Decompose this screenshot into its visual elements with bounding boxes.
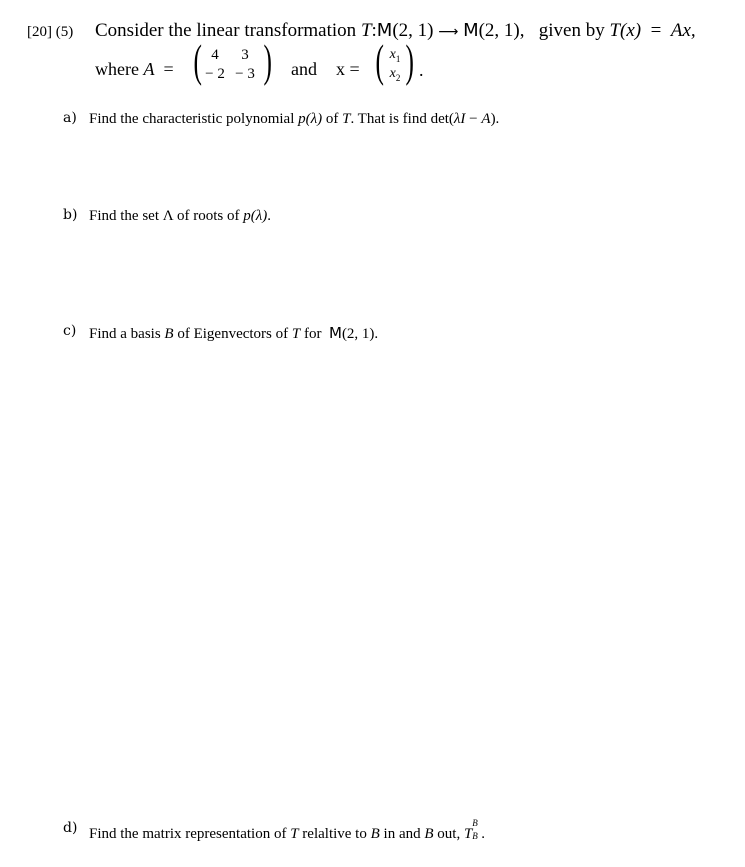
arrow-icon: ⟶ [438,24,459,40]
codomain-space-symbol: M [463,20,479,41]
basis-sup-sub: B B [472,818,478,841]
part-a-question: Find the characteristic polynomial p(λ) of T. That is find det(λI − A). [89,111,500,127]
space-symbol: M [328,324,342,342]
ax-expression: Ax, [670,20,696,41]
vector-period: . [419,60,424,80]
vector-x-label: x = [336,59,360,79]
part-b-label: b) [63,207,78,223]
t-of-x: T(x) [609,20,642,41]
right-paren-icon: ) [263,35,272,86]
matrix-a-entry-2-1: − 2 [205,66,225,82]
given-by-label: given by [538,20,610,41]
matrix-a-entry-1-1: 4 [211,47,219,63]
equals-sign: = [650,20,662,41]
domain-space-symbol: M [376,20,393,41]
part-b-question: Find the set Λ of roots of p(λ). [89,208,271,224]
part-c-question: Find a basis B of Eigenvectors of T for M(2, 1). [89,324,379,342]
domain-space-dims: (2, 1) [392,20,434,41]
char-poly: p(λ) [298,111,323,127]
where-label: where [95,59,144,79]
right-paren-icon: ) [405,35,414,86]
matrix-a [190,35,286,90]
part-d-label: d) [63,820,78,836]
part-a-label: a) [63,110,77,126]
problem-statement: Consider the linear transformation T:M(2, 1) ⟶ M(2, 1), given by T(x) = Ax, [95,20,696,41]
left-paren-icon: ( [193,35,202,86]
vector-x [372,35,422,90]
part-d-question: Find the matrix representation of T relaltive to B in and B out, T B B . [89,818,486,842]
vector-x-entry-2: $x_2$ [389,66,401,83]
matrix-name: A [143,59,155,79]
intro-prefix: Consider the linear transformation [95,20,361,41]
vector-x-entry-1: $x_1$ [389,47,401,64]
codomain-space-dims: (2, 1) [478,20,520,41]
matrix-a-entry-2-2: − 3 [235,66,255,82]
matrix-equals: = [163,59,174,79]
part-c-label: c) [63,323,77,339]
and-label: and [291,59,317,79]
transform-name: T [360,20,372,41]
left-paren-icon: ( [375,35,384,86]
problem-number: [20] (5) [27,24,74,40]
colon: : [371,20,377,41]
matrix-a-entry-1-2: 3 [241,47,249,63]
matrix-rep-symbol: T [463,826,473,842]
where-clause [95,59,174,80]
